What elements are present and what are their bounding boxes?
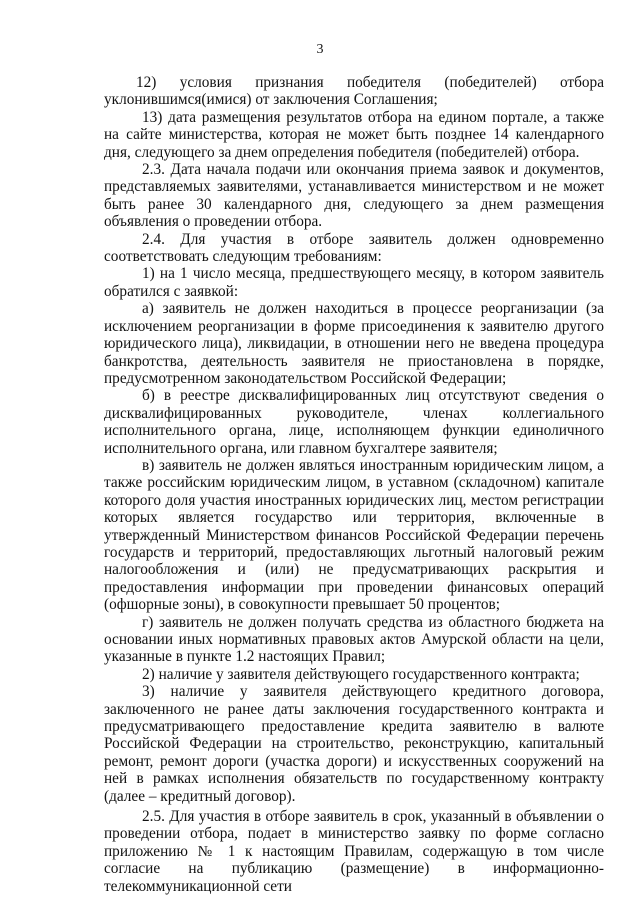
paragraph-item-13: 13) дата размещения результатов отбора на едином портале, а также на сайте министерства, которая не может быть позднее 14 календарного дня, следующего за днем определения победителя (победителей) отбора. — [104, 108, 604, 161]
paragraph-2-5: 2.5. Для участия в отборе заявитель в срок, указанный в объявлении о проведении отбора, подает в министерство заявку по форме согласно приложению № 1 к настоящим Правилам, содержащую в том числе согласие на публикацию (размещение) в информационно-телекоммуникационной сети — [104, 808, 604, 895]
paragraph-2-4: 2.4. Для участия в отборе заявитель должен одновременно соответствовать следующим требованиям: — [104, 230, 604, 266]
paragraph-requirement-v: в) заявитель не должен являться иностранным юридическим лицом, а также российским юридическим лицом, в уставном (складочном) капитале которого доля участия иностранных юридических лиц, местом регистрации которых является государство или территория, включенные в утвержденный Министерством финансов Российской Федерации перечень государств и территорий, предоставляющих льготный налоговый режим налогообложения и (или) не предусматривающих раскрытия и предоставления информации при проведении финансовых операций (офшорные зоны), в совокупности превышает 50 процентов; — [104, 456, 604, 614]
paragraph-requirement-a: а) заявитель не должен находиться в процессе реорганизации (за исключением реорганизации в форме присоединения к заявителю другого юридического лица), ликвидации, в отношении него не введена процедура банкротства, деятельность заявителя не приостановлена в порядке, предусмотренном законодательством Российской Федерации; — [104, 300, 604, 387]
page-number: 3 — [316, 42, 324, 57]
paragraph-requirement-1: 1) на 1 число месяца, предшествующего месяцу, в котором заявитель обратился с заявкой: — [104, 265, 604, 300]
paragraph-requirement-g: г) заявитель не должен получать средства из областного бюджета на основании иных нормативных правовых актов Амурской области на цели, указанные в пункте 1.2 настоящих Правил; — [104, 613, 604, 666]
document-body — [104, 74, 604, 895]
paragraph-item-12: 12) условия признания победителя (победителей) отбора уклонившимся(имися) от заключения Соглашения; — [104, 74, 604, 109]
paragraph-requirement-b: б) в реестре дисквалифицированных лиц отсутствуют сведения о дисквалифицированных руководителе, членах коллегиального исполнительного органа, лице, исполняющем функции единоличного исполнительного органа, или главном бухгалтере заявителя; — [104, 387, 604, 457]
paragraph-requirement-3: 3) наличие у заявителя действующего кредитного договора, заключенного не ранее даты заключения государственного контракта и предусматривающего предоставление кредита заявителю в валюте Российской Федерации на строительство, реконструкцию, капитальный ремонт, ремонт дороги (участка дороги) и искусственных сооружений на ней в рамках исполнения обязательств по государственному контракту (далее – кредитный договор). — [104, 683, 604, 805]
paragraph-2-3: 2.3. Дата начала подачи или окончания приема заявок и документов, представляемых заявителями, устанавливается министерством и не может быть ранее 30 календарного дня, следующего за днем размещения объявления о проведении отбора. — [104, 161, 604, 231]
paragraph-requirement-2: 2) наличие у заявителя действующего государственного контракта; — [142, 665, 580, 683]
